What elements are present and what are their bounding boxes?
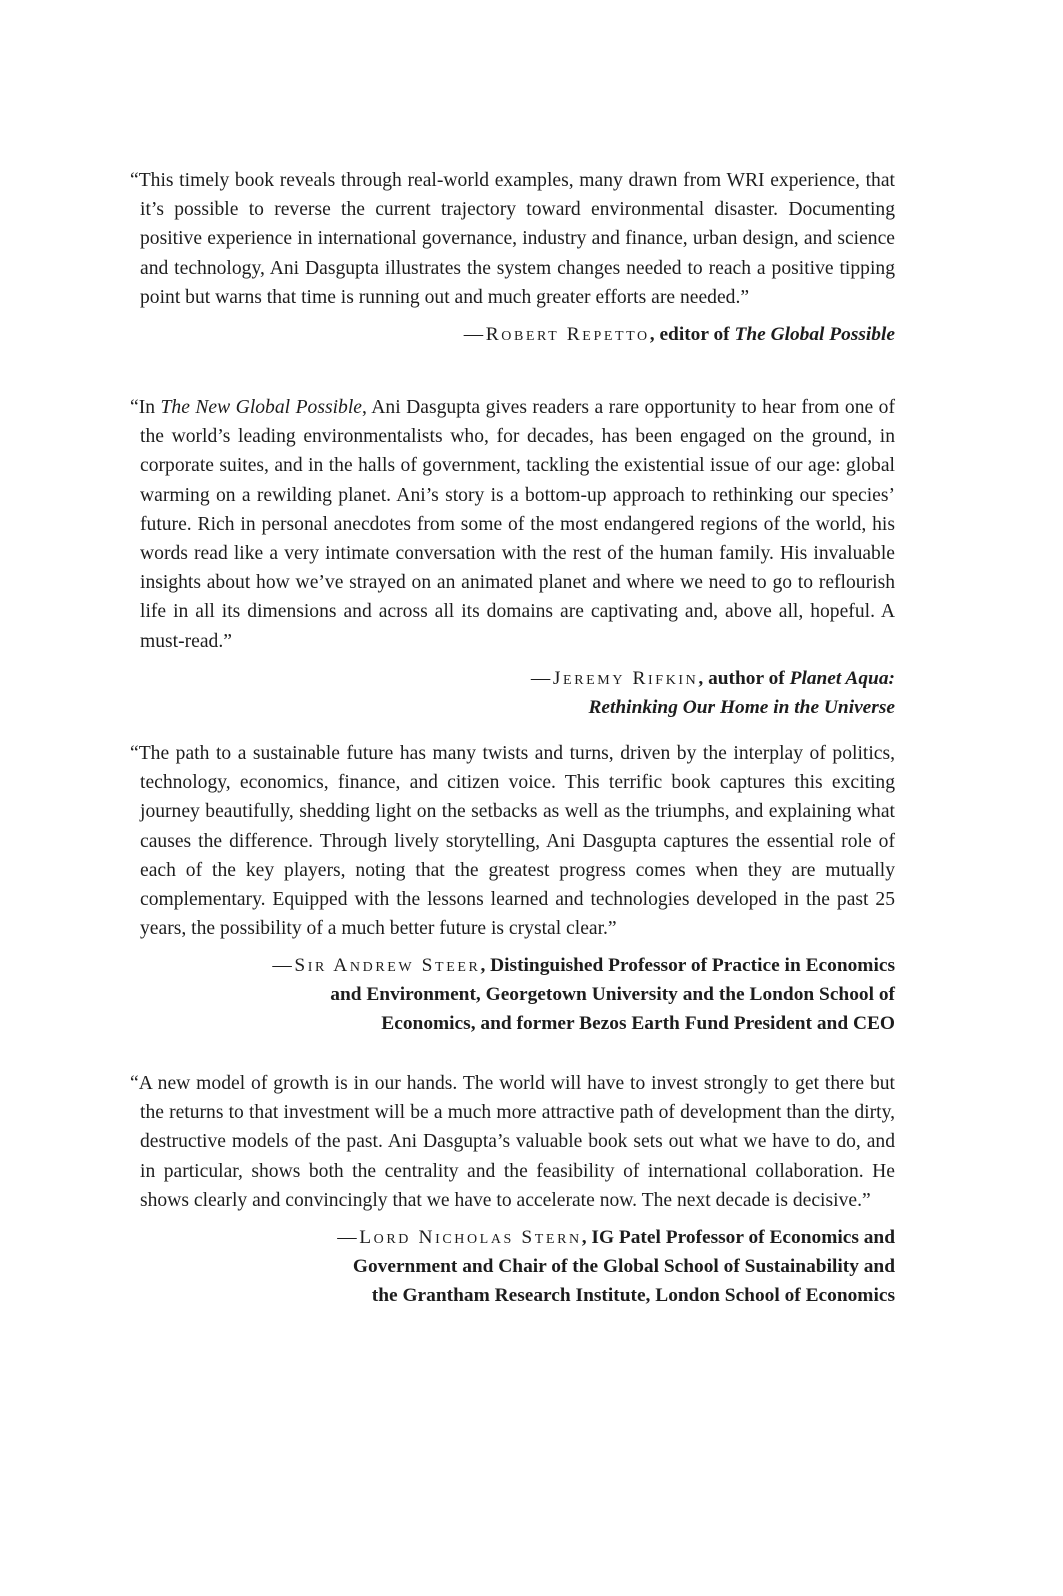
- author-role: , author of: [698, 667, 790, 689]
- author-role-line: Economics, and former Bezos Earth Fund President and CEO: [381, 1013, 895, 1035]
- quote-open: “In: [130, 397, 161, 418]
- attribution-line: [130, 1223, 895, 1252]
- book-title: The Global Possible: [734, 324, 895, 346]
- blurb-quote: “A new model of growth is in our hands. The world will have to invest strongly to get there but the returns to that investment will be a much more attractive path of development than the dirty, destructive models of the past. Ani Dasgupta’s valuable book sets out what we have to do, and in particular, shows both the centrality and the feasibility of international collaboration. He shows clearly and convincingly that we have to accelerate now. The next decade is decisive.”: [130, 1073, 895, 1211]
- praise-page: [130, 166, 895, 1310]
- blurb-stern: [130, 1069, 895, 1310]
- author-role: , editor of: [649, 324, 735, 346]
- author-role-line: the Grantham Research Institute, London School of Economics: [371, 1285, 895, 1307]
- quote-rest: , Ani Dasgupta gives readers a rare opportunity to hear from one of the world’s leading environmentalists who, for decades, has been engaged on the ground, in corporate suites, and in the halls of government, tackling the existential issue of our age: global warming on a rewilding planet. Ani’s story is a bottom-up approach to rethinking our species’ future. Rich in personal anecdotes from some of the most endangered regions of the world, his words read like a very intimate conversation with the rest of the human family. His invaluable insights about how we’ve strayed on an animated planet and where we need to go to reflourish life in all its dimensions and across all its domains are captivating and, above all, hopeful. A must-read.”: [140, 397, 895, 652]
- attribution-line: [130, 951, 895, 980]
- author-name: —Lord Nicholas Stern: [337, 1227, 582, 1249]
- blurb-steer: [130, 739, 895, 1069]
- blurb-attribution: [130, 320, 895, 349]
- blurb-attribution: [130, 664, 895, 722]
- blurb-attribution: [130, 1223, 895, 1310]
- quote-book-title: The New Global Possible: [160, 397, 362, 418]
- blurb-repetto: [130, 166, 895, 393]
- blurb-quote: “The path to a sustainable future has many twists and turns, driven by the interplay of politics, technology, economics, finance, and citizen voice. This terrific book captures this exciting journey beautifully, shedding light on the setbacks as well as the triumphs, and explaining what causes the difference. Through lively storytelling, Ani Dasgupta captures the essential role of each of the key players, noting that the greatest progress comes when they are mutually complementary. Equipped with the lessons learned and technologies developed in the past 25 years, the possibility of a much better future is crystal clear.”: [130, 743, 895, 940]
- blurb-attribution: [130, 951, 895, 1038]
- author-name: —Robert Repetto: [463, 324, 650, 346]
- author-role-line: and Environment, Georgetown University and the London School of: [330, 984, 895, 1006]
- author-name: —Jeremy Rifkin: [530, 667, 699, 689]
- blurb-quote: [130, 393, 895, 656]
- author-role: , IG Patel Professor of Economics and: [581, 1227, 895, 1249]
- blurb-quote: “This timely book reveals through real-world examples, many drawn from WRI experience, that it’s possible to reverse the current trajectory toward environmental disaster. Documenting positive experience in international governance, industry and finance, urban design, and science and technology, Ani Dasgupta illustrates the system changes needed to reach a positive tipping point but warns that time is running out and much greater efforts are needed.”: [130, 170, 895, 308]
- author-role: , Distinguished Professor of Practice in Economics: [480, 955, 895, 977]
- attribution-line: [130, 320, 895, 349]
- author-name: —Sir Andrew Steer: [272, 955, 481, 977]
- author-role-line: Government and Chair of the Global School of Sustainability and: [352, 1256, 895, 1278]
- book-title-continued: Rethinking Our Home in the Universe: [588, 696, 895, 718]
- book-title: Planet Aqua:: [789, 667, 895, 689]
- blurb-rifkin: [130, 393, 895, 739]
- attribution-line: [130, 664, 895, 693]
